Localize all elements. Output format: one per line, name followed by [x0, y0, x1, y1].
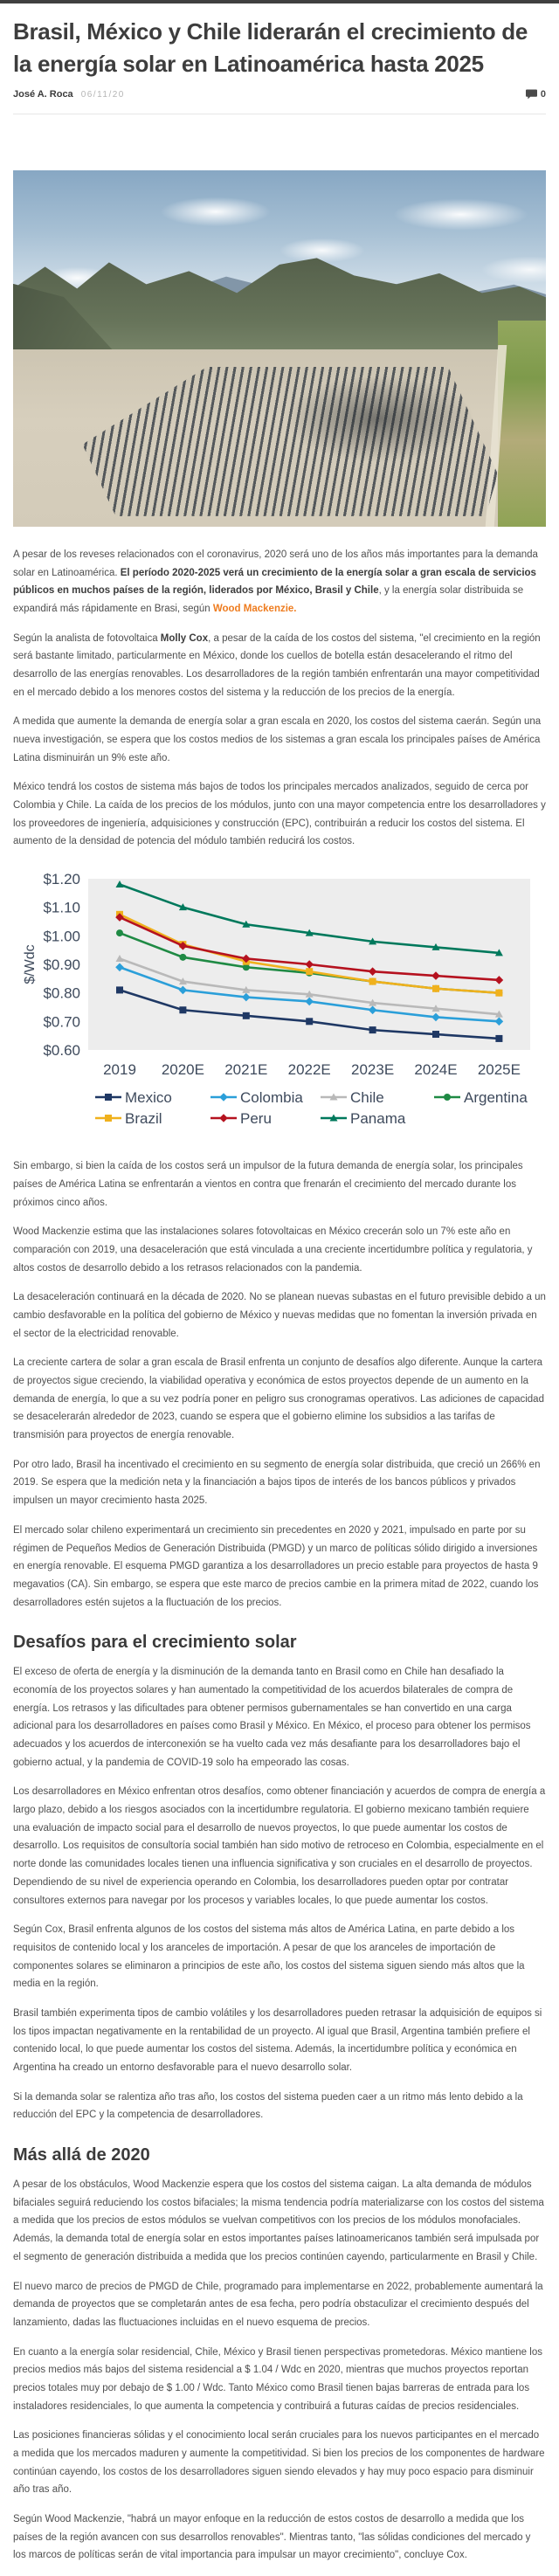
- legend-item-brazil: Brazil: [125, 1110, 162, 1128]
- system-cost-chart: [20, 868, 546, 1142]
- top-nav-edge: [0, 0, 559, 3]
- text-segment: , a pesar de la caída de los costos del sistema, "el crecimiento en la región será bastante limitado, particularmente en México, donde los cuellos de botella están desacelerando el ritmo del desarrollo de las energías renovables. Los desarrolladores de la región también enfrentarán una mayor competitividad en el mercado debido a los menores costos del sistema y la reducción de los precios de la energía.: [13, 632, 541, 698]
- article-paragraph: [13, 713, 546, 767]
- article-paragraph: [13, 1288, 546, 1343]
- section-heading: [13, 1633, 546, 1653]
- text-segment: Sin embargo, si bien la caída de los costos será un impulsor de la futura demanda de energía solar, los principales países de América Latina se enfrentarán a vientos en contra que frenarán el crecimiento del mercado durante los próximos cinco años.: [13, 1161, 523, 1208]
- article-paragraph: [13, 1522, 546, 1612]
- comment-count: 0: [540, 88, 546, 100]
- text-segment: El mercado solar chileno experimentará un crecimiento sin precedentes en 2020 y 2021, impulsado en parte por su régimen de Pequeños Medios de Generación Distribuida (PMGD) y un marco de políticas sólido dirigido a inversiones en energía renovable. El esquema PMGD garantiza a los desarrolladores un precio estable para proyectos de hasta 9 megavatios (CA). Sin embargo, se espera que este marco de precios cambie en la primera mitad de 2022, cuando los desarrolladores estén sujetos a la fluctuación de los precios.: [13, 1524, 539, 1608]
- hero-image: [13, 170, 546, 527]
- text-segment: El exceso de oferta de energía y la disminución de la demanda tanto en Brasil como en Chile han desafiado la economía de los proyectos solares y han aumentado la competitividad de los acuerdos bilaterales de compra de energía. Los retrasos y las dificultades para obtener permisos gubernamentales se han convertido en una carga adicional para los desarrolladores en países como Brasil y México. En México, el proceso para obtener los permisos adecuados y los acuerdos de interconexión se ha vuelto cada vez más desafiante para los desarrolladores bajo el gobierno actual, y la pandemia de COVID-19 solo ha empeorado las cosas.: [13, 1667, 531, 1768]
- article-paragraph: [13, 1783, 546, 1910]
- text-segment: La desaceleración continuará en la década de 2020. No se planean nuevas subastas en el futuro previsible debido a un cambio desfavorable en la política del gobierno de México y nuevas medidas que no fomentan la inversión privada en el sector de la electricidad renovable.: [13, 1292, 546, 1339]
- article-paragraph: [13, 2427, 546, 2499]
- legend-item-peru: Peru: [240, 1110, 272, 1128]
- article-paragraph: [13, 1921, 546, 1993]
- text-segment: Las posiciones financieras sólidas y el conocimiento local serán cruciales para los nuevos participantes en el mercado a medida que los mercados maduren y aumente la competitividad. Si bien los precios de los componentes de hardware continúan cayendo, los costos de los desarrolladores siguen siendo elevados y hay muy poco espacio para disminuir año tras año.: [13, 2430, 545, 2496]
- article-paragraph: [13, 1223, 546, 1277]
- inline-link[interactable]: Wood Mackenzie.: [212, 603, 297, 614]
- text-segment: Brasil también experimenta tipos de cambio volátiles y los desarrolladores pueden retrasar la adquisición de equipos si los tipos impactan negativamente en la rentabilidad de un proyecto. Al igual que Brasil, Argentina también prefiere el contenido local, lo que puede aumentar los costos del sistema. Además, la incertidumbre política y económica en Argentina ha creado un entorno desfavorable para el nuevo desarrollo solar.: [13, 2007, 542, 2073]
- svg-text:$0.90: $0.90: [43, 957, 80, 974]
- text-segment: El período 2020-2025 verá un crecimiento de la energía solar a gran escala de servicios públicos en muchos países de la región, liderados por México, Brasil y Chile: [13, 567, 536, 597]
- svg-text:$1.20: $1.20: [43, 871, 80, 888]
- text-segment: Por otro lado, Brasil ha incentivado el crecimiento en su segmento de energía solar distribuida, que creció un 266% en 2019. Se espera que la medición neta y la financiación a bajos tipos de interés de los bancos públicos y privados impulsen un mayor crecimiento hasta 2025.: [13, 1459, 541, 1507]
- article-paragraph: [13, 2005, 546, 2077]
- article-paragraph: [13, 2278, 546, 2332]
- svg-text:$0.60: $0.60: [43, 1042, 80, 1060]
- text-segment: Desafíos para el crecimiento solar: [13, 1633, 297, 1653]
- svg-text:2022E: 2022E: [287, 1061, 331, 1079]
- comment-bubble-icon: [526, 89, 537, 100]
- text-segment: A pesar de los obstáculos, Wood Mackenzie espera que los costos del sistema caigan. La alta demanda de módulos bifaciales seguirá reduciendo los costos bifaciales; la misma tendencia podría materializarse con los costos del sistema a medida que los precios de estos módulos se vuelvan competitivos con los precios de los módulos monofaciales. Además, la demanda total de energía solar en estos importantes países latinoamericanos también será impulsada por el segmento de generación distribuida a medida que los precios continúen cayendo, particularmente en Brasil y Chile.: [13, 2179, 544, 2262]
- svg-text:2020E: 2020E: [161, 1061, 204, 1079]
- article-paragraph: [13, 2344, 546, 2416]
- svg-text:2021E: 2021E: [224, 1061, 268, 1079]
- text-segment: Según Cox, Brasil enfrenta algunos de los costos del sistema más altos de América Latina, en parte debido a los requisitos de contenido local y los aranceles de importación. A pesar de que los aranceles de importación de componentes solares se eliminaron a principios de este año, los costos del sistema siguen siendo más altos que la media en la región.: [13, 1924, 525, 1990]
- author-name[interactable]: José A. Roca: [13, 88, 73, 100]
- article-paragraph: [13, 1663, 546, 1771]
- post-date: 06/11/20: [80, 89, 125, 100]
- article-paragraph: [13, 2089, 546, 2124]
- text-segment: En cuanto a la energía solar residencial, Chile, México y Brasil tienen perspectivas prometedoras. México mantiene los precios medios más bajos del sistema residencial a $ 1.04 / Wdc en 2020, mientras que muchos proyectos reportan precios totales muy por debajo de $ 1.00 / Wdc. Tanto México como Brasil tienen bajas barreras de entrada para los instaladores residenciales, lo que aumenta la competencia y contribuirá a futuras caídas de precios residenciales.: [13, 2346, 542, 2412]
- text-segment: Más allá de 2020: [13, 2145, 150, 2165]
- section-heading: [13, 2145, 546, 2165]
- svg-text:$1.00: $1.00: [43, 928, 80, 945]
- legend-item-panama: Panama: [350, 1110, 406, 1128]
- svg-text:$0.70: $0.70: [43, 1013, 80, 1031]
- text-segment: A pesar de los reveses relacionados con el coronavirus, 2020 será uno de los años más importantes para la demanda solar en Latinoamérica.: [13, 549, 538, 578]
- text-segment: Wood Mackenzie estima que las instalaciones solares fotovoltaicas en México crecerán solo un 7% este año en comparación con 2019, una desaceleración que está vinculada a una creciente incertidumbre política y regulatoria, y altos costos de desarrollo debido a los retrasos relacionados con la pandemia.: [13, 1226, 533, 1274]
- article-paragraph: [13, 2510, 546, 2565]
- legend-item-colombia: Colombia: [240, 1089, 303, 1107]
- article-paragraph: [13, 778, 546, 851]
- svg-text:2019: 2019: [103, 1061, 136, 1079]
- text-segment: Según la analista de fotovoltaica: [13, 632, 161, 644]
- byline: [13, 89, 546, 100]
- article-paragraph: [13, 630, 546, 702]
- legend-item-mexico: Mexico: [125, 1089, 172, 1107]
- text-segment: Si la demanda solar se ralentiza año tras año, los costos del sistema pueden caer a un ritmo más lento debido a la reducción del EPC y la competencia de desarrolladores.: [13, 2091, 523, 2121]
- text-segment: Los desarrolladores en México enfrentan otros desafíos, como obtener financiación y acuerdos de compra de energía a largo plazo, debido a los riesgos asociados con la incertidumbre regulatoria. El gobierno mexicano también requiere una evaluación de impacto social para el desarrollo de nuevos proyectos, lo que puede aumentar los costos de desarrollo. Los requisitos de consultoría social también han sido motivo de retroceso en Colombia, especialmente en el norte donde las comunidades locales tienen una influencia significativa y son cruciales en el desarrollo de proyectos. Dependiendo de su nivel de experiencia operando en Colombia, los desarrolladores pueden optar por contratar consultores externos para navegar por los procesos y variables locales, lo que puede aumentar los costos.: [13, 1786, 546, 1906]
- svg-text:$/Wdc: $/Wdc: [23, 944, 38, 984]
- article-paragraph: [13, 546, 546, 618]
- text-segment: Molly Cox: [160, 632, 209, 644]
- text-segment: , y la energía solar distribuida se expandirá más rápidamente en Brasi, según: [13, 585, 524, 614]
- text-segment: Según Wood Mackenzie, "habrá un mayor enfoque en la reducción de estos costos de desarrollo a medida que los países de la región avancen con sus desarrollos renovables". Mientras tanto, "las sólidas condiciones del mercado y los marcos de políticas serán de vital importancia para impulsar un mayor crecimiento", concluye Cox.: [13, 2514, 531, 2561]
- svg-text:2023E: 2023E: [351, 1061, 395, 1079]
- legend-item-chile: Chile: [350, 1089, 384, 1107]
- article-body: [13, 546, 546, 2565]
- text-segment: La creciente cartera de solar a gran escala de Brasil enfrenta un conjunto de desafíos algo diferente. Aunque la cartera de proyectos sigue creciendo, la viabilidad operativa y económica de estos proyectos depende de un aumento en la demanda de energía, lo que a su vez podría poner en peligro sus cronogramas operativos. Las adiciones de capacidad se desacelerarán alrededor de 2023, cuando se espera que el gobierno elimine los subsidios a las tarifas de transmisión para proyectos de energía renovable.: [13, 1357, 544, 1441]
- page-title: Brasil, México y Chile liderarán el crecimiento de la energía solar en Latinoamérica hasta 2025: [13, 18, 528, 77]
- text-segment: México tendrá los costos de sistema más bajos de todos los principales mercados analizados, seguido de cerca por Colombia y Chile. La caída de los precios de los módulos, junto con una mayor competencia entre los desarrolladores y los proveedores de ingeniería, adquisiciones y construcción (EPC), contribuirán a reducir los costos del sistema. El aumento de la densidad de potencia del módulo también reducirá los costos.: [13, 782, 546, 847]
- legend-item-argentina: Argentina: [464, 1089, 528, 1107]
- svg-text:2025E: 2025E: [477, 1061, 521, 1079]
- article-paragraph: [13, 1157, 546, 1212]
- article-paragraph: [13, 1456, 546, 1510]
- comments-counter[interactable]: [526, 89, 546, 100]
- cost-chart-svg: [20, 868, 544, 1137]
- svg-text:2024E: 2024E: [414, 1061, 458, 1079]
- text-segment: A medida que aumente la demanda de energía solar a gran escala en 2020, los costos del sistema caerán. Según una nueva investigación, se espera que los costos medios de los sistemas a gran escala los principales países de América Latina disminuirán un 9% este año.: [13, 716, 542, 763]
- svg-text:$1.10: $1.10: [43, 899, 80, 916]
- hero-cloud-shadow: [253, 376, 482, 472]
- svg-text:$0.80: $0.80: [43, 984, 80, 1002]
- article-paragraph: [13, 1354, 546, 1444]
- article-paragraph: [13, 2176, 546, 2266]
- text-segment: El nuevo marco de precios de PMGD de Chile, programado para implementarse en 2022, probablemente aumentará la demanda de proyectos que se completarán antes de esa fecha, pero podría obstaculizar el crecimiento después del lanzamiento, dadas las fluctuaciones incluidas en el nuevo esquema de precios.: [13, 2281, 543, 2328]
